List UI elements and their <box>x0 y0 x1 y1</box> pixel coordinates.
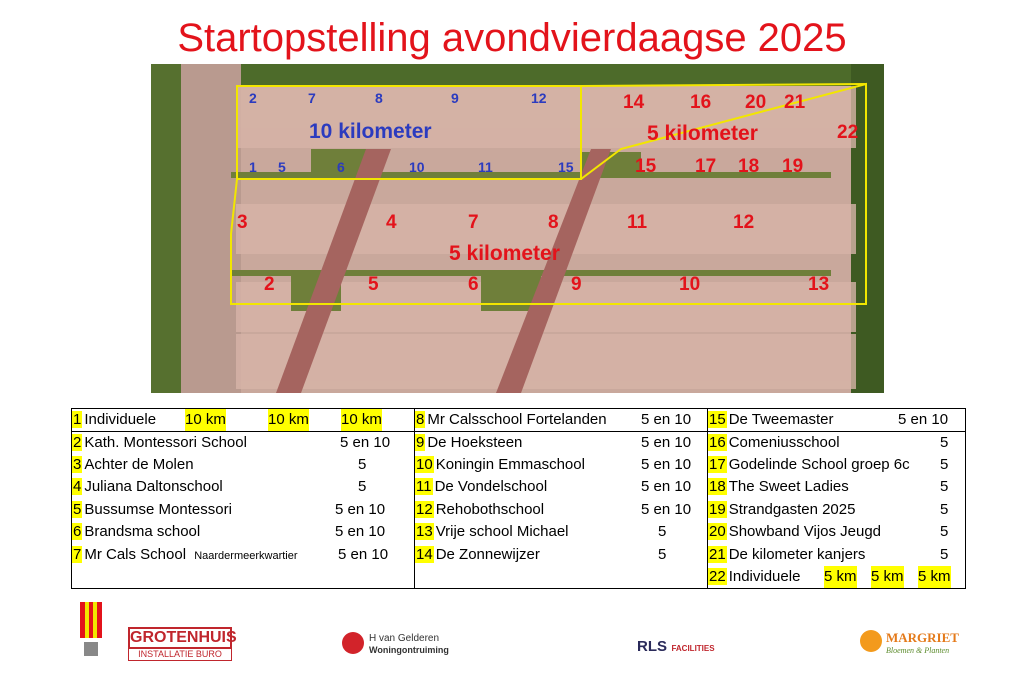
table-row: 7 Mr Cals School Naardermeerkwartier 5 en 10 <box>73 546 389 563</box>
map-red-number: 15 <box>635 156 657 177</box>
map-red-number: 17 <box>695 156 717 177</box>
table-row: 11 De Vondelschool 5 en 10 <box>416 478 692 495</box>
map-blue-number: 7 <box>308 90 316 106</box>
table-row: 17 Godelinde School groep 6c 5 <box>709 456 949 473</box>
map-blue-number: 8 <box>375 90 383 106</box>
map-red-number: 8 <box>548 212 559 233</box>
table-row: 10 Koningin Emmaschool 5 en 10 <box>416 456 692 473</box>
label-5-kilometer-top: 5 kilometer <box>647 122 758 145</box>
map-red-number: 14 <box>623 92 645 113</box>
table-row: 21 De kilometer kanjers 5 <box>709 546 949 563</box>
map-blue-number: 15 <box>558 159 574 175</box>
map-red-number: 16 <box>690 92 712 113</box>
map-blue-number: 1 <box>249 159 257 175</box>
map-red-number: 20 <box>745 92 767 113</box>
grotenhuis-logo: GROTENHUIS INSTALLATIE BURO <box>130 629 237 659</box>
map-blue-number: 2 <box>249 90 257 106</box>
table-column-1 <box>72 409 415 589</box>
map-red-number: 10 <box>679 274 701 295</box>
map-blue-number: 11 <box>478 159 493 175</box>
page-title: Startopstelling avondvierdaagse 2025 <box>177 16 847 60</box>
map-red-number: 2 <box>264 274 275 295</box>
van-gelderen-logo: H van Gelderen Woningontruiming <box>342 632 462 660</box>
participant-table <box>71 408 966 589</box>
table-row: 18 The Sweet Ladies 5 <box>709 478 949 495</box>
map-red-number: 18 <box>738 156 760 177</box>
table-row: 1 Individuele 10 km 10 km 10 km <box>72 409 414 431</box>
map-red-number: 22 <box>837 122 859 143</box>
table-row: 13 Vrije school Michael 5 <box>416 523 667 540</box>
table-row: 3 Achter de Molen 5 <box>73 456 367 473</box>
table-row: 4 Juliana Daltonschool 5 <box>73 478 367 495</box>
margriet-logo: MARGRIET Bloemen & Planten <box>860 628 970 660</box>
label-5-kilometer-bottom: 5 kilometer <box>449 242 560 265</box>
table-row: 19 Strandgasten 2025 5 <box>709 501 949 518</box>
aerial-photo-illustration <box>151 64 884 393</box>
table-row: 15 De Tweemaster 5 en 10 <box>709 411 949 428</box>
map-blue-number: 12 <box>531 90 547 106</box>
map-red-number: 5 <box>368 274 379 295</box>
map-red-number: 7 <box>468 212 479 233</box>
table-row: 22 Individuele 5 km 5 km 5 km <box>708 566 965 588</box>
table-row: 8 Mr Calsschool Fortelanden 5 en 10 <box>416 411 692 428</box>
table-column-2 <box>415 409 708 589</box>
table-row: 9 De Hoeksteen 5 en 10 <box>416 434 692 451</box>
map-red-number: 3 <box>237 212 248 233</box>
table-row: 5 Bussumse Montessori 5 en 10 <box>73 501 386 518</box>
map-red-number: 21 <box>784 92 806 113</box>
table-row: 20 Showband Vijos Jeugd 5 <box>709 523 949 540</box>
map-blue-number: 10 <box>409 159 425 175</box>
table-row: 2 Kath. Montessori School 5 en 10 <box>73 434 391 451</box>
map-red-number: 13 <box>808 274 830 295</box>
table-row: 12 Rehobothschool 5 en 10 <box>416 501 692 518</box>
table-column-3 <box>708 409 966 589</box>
map-red-number: 12 <box>733 212 755 233</box>
map-red-number: 6 <box>468 274 479 295</box>
map-blue-number: 5 <box>278 159 286 175</box>
map-red-number: 19 <box>782 156 804 177</box>
rls-facilities-logo: RLS FACILITIES <box>637 638 715 655</box>
table-row: 14 De Zonnewijzer 5 <box>416 546 667 563</box>
table-row: 16 Comeniusschool 5 <box>709 434 949 451</box>
map-red-number: 9 <box>571 274 582 295</box>
map-blue-number: 9 <box>451 90 459 106</box>
map-red-number: 11 <box>627 212 648 233</box>
map-blue-number: 6 <box>337 159 345 175</box>
map-red-number: 4 <box>386 212 397 233</box>
label-10-kilometer: 10 kilometer <box>309 120 432 143</box>
crest-logo <box>80 602 102 658</box>
aerial-map <box>151 64 884 393</box>
table-row: 6 Brandsma school 5 en 10 <box>73 523 386 540</box>
